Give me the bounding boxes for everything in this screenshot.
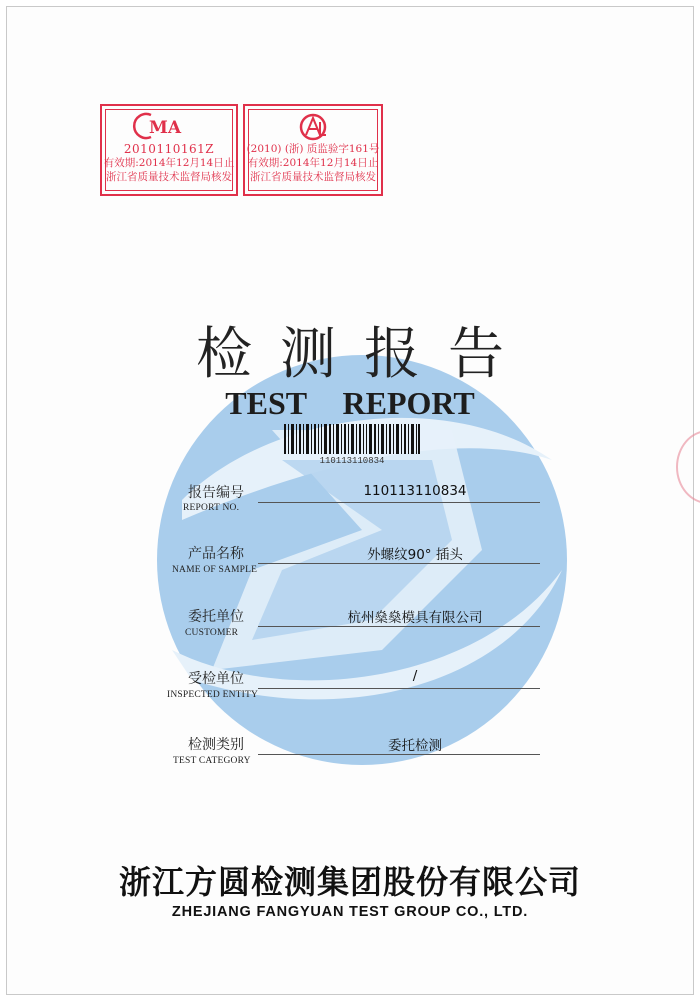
company-name-en: ZHEJIANG FANGYUAN TEST GROUP CO., LTD. xyxy=(171,904,529,920)
field-label-cn: 产品名称 xyxy=(188,546,244,562)
barcode-number: 110113110834 xyxy=(319,456,385,466)
svg-text:MA: MA xyxy=(149,118,182,138)
field-label-cn: 检测类别 xyxy=(188,737,244,753)
cal-code: (2010) (浙) 质监验字161号 xyxy=(246,143,380,155)
barcode-icon xyxy=(284,424,420,454)
cma-validity: 有效期:2014年12月14日止 xyxy=(103,157,235,169)
field-label-en: INSPECTED ENTITY xyxy=(167,690,259,700)
cal-issuer: 浙江省质量技术监督局核发 xyxy=(250,171,376,183)
field-label-cn: 委托单位 xyxy=(188,609,244,625)
field-label-en: TEST CATEGORY xyxy=(173,756,251,766)
cma-logo xyxy=(102,112,236,142)
cal-logo-graphic xyxy=(293,112,333,142)
field-label-cn: 受检单位 xyxy=(188,671,244,687)
cal-stamp xyxy=(243,104,383,196)
field-underline xyxy=(258,563,540,564)
field-value: / xyxy=(412,668,418,684)
field-label-en: REPORT NO. xyxy=(183,503,240,513)
field-underline xyxy=(258,688,540,689)
report-title-en: TEST REPORT xyxy=(225,385,475,421)
cma-code: 2010110161Z xyxy=(123,142,215,156)
field-label-cn: 报告编号 xyxy=(188,485,244,501)
field-value: 杭州燊燊模具有限公司 xyxy=(347,610,483,626)
cma-stamp xyxy=(100,104,238,196)
field-value: 外螺纹90° 插头 xyxy=(367,547,463,563)
field-underline xyxy=(258,754,540,755)
cal-validity: 有效期:2014年12月14日止 xyxy=(247,157,379,169)
field-value: 110113110834 xyxy=(363,483,467,499)
company-name-cn: 浙江方圆检测集团股份有限公司 xyxy=(118,863,581,901)
cma-issuer: 浙江省质量技术监督局核发 xyxy=(106,171,232,183)
field-underline xyxy=(258,626,540,627)
field-underline xyxy=(258,502,540,503)
field-value: 委托检测 xyxy=(388,738,442,754)
field-label-en: CUSTOMER xyxy=(185,628,239,638)
cal-logo xyxy=(245,112,381,142)
cma-logo-graphic xyxy=(129,112,209,140)
report-title-cn: 检测报告 xyxy=(196,322,532,387)
field-label-en: NAME OF SAMPLE xyxy=(172,565,258,575)
